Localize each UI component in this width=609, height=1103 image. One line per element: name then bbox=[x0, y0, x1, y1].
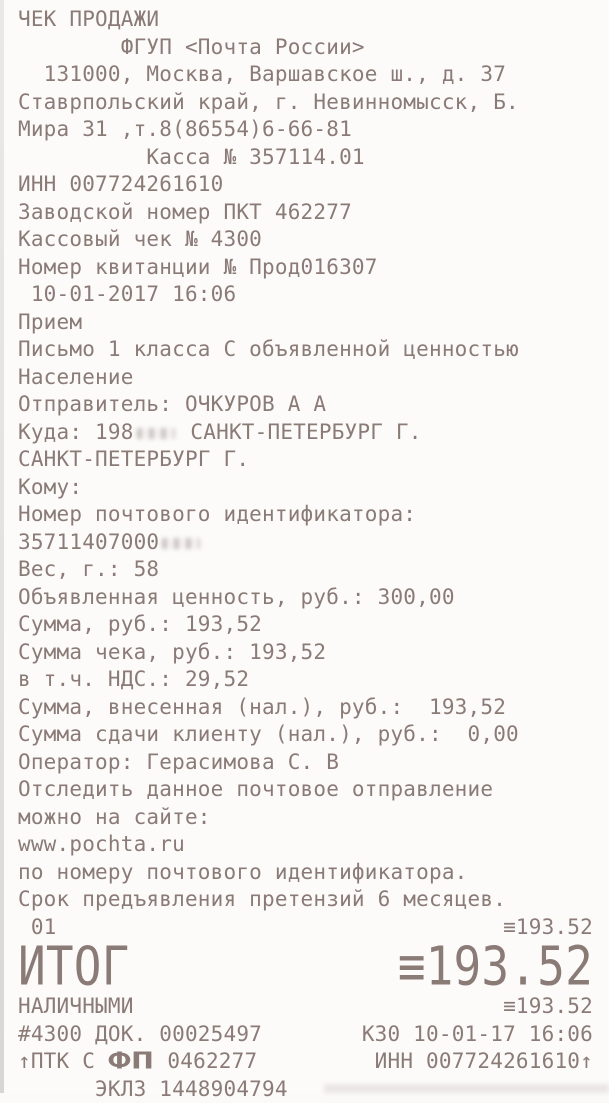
grand-total-row bbox=[18, 941, 609, 993]
operation-type: Прием bbox=[18, 309, 609, 337]
vat-line: в т.ч. НДС.: 29,52 bbox=[18, 666, 609, 694]
cash-register-number: Касса № 357114.01 bbox=[18, 144, 609, 172]
ptk-prefix: ↑ПТК С bbox=[18, 1049, 108, 1073]
tracking-info-line-2: можно на сайте: bbox=[18, 804, 609, 832]
grand-total-amount: ≡193.52 bbox=[398, 938, 593, 994]
tracking-info-line-3: по номеру почтового идентификатора. bbox=[18, 859, 609, 887]
client-category: Население bbox=[18, 364, 609, 392]
destination-city-2: САНКТ-ПЕТЕРБУРГ Г. bbox=[18, 446, 609, 474]
fiscal-memory-icon: ФП bbox=[108, 1046, 154, 1077]
destination-line bbox=[18, 419, 609, 447]
inn-footer: ИНН 007724261610↑ bbox=[375, 1048, 593, 1076]
declared-value-line: Объявленная ценность, руб.: 300,00 bbox=[18, 584, 609, 612]
receipt-paper bbox=[18, 6, 609, 1103]
redacted-postal-id-blur bbox=[162, 538, 200, 549]
destination-city: САНКТ-ПЕТЕРБУРГ Г. bbox=[178, 420, 422, 444]
sum-line: Сумма, руб.: 193,52 bbox=[18, 611, 609, 639]
document-row bbox=[18, 1021, 609, 1049]
postal-id-label: Номер почтового идентификатора: bbox=[18, 501, 609, 529]
receipt-number: Номер квитанции № Прод016307 bbox=[18, 254, 609, 282]
org-address-line-3: Мира 31 ,т.8(86554)6-66-81 bbox=[18, 116, 609, 144]
tracking-site: www.pochta.ru bbox=[18, 831, 609, 859]
receipt-title: ЧЕК ПРОДАЖИ bbox=[18, 6, 609, 34]
section-amount: ≡193.52 bbox=[503, 914, 593, 942]
postal-id-value: 35711407000 bbox=[18, 530, 159, 554]
redacted-postal-code-blur bbox=[137, 428, 175, 439]
paid-cash-line: Сумма, внесенная (нал.), руб.: 193,52 bbox=[18, 694, 609, 722]
document-number: #4300 ДОК. 00025497 bbox=[18, 1021, 262, 1049]
register-datetime: К30 10-01-17 16:06 bbox=[362, 1021, 593, 1049]
recipient-label: Кому: bbox=[18, 474, 609, 502]
operator-line: Оператор: Герасимова С. В bbox=[18, 749, 609, 777]
fiscal-row bbox=[18, 1048, 609, 1076]
service-product: Письмо 1 класса С объявленной ценностью bbox=[18, 336, 609, 364]
section-code: 01 bbox=[18, 914, 57, 942]
scan-edge-left bbox=[0, 0, 4, 1093]
organization-name: ФГУП <Почта России> bbox=[18, 34, 609, 62]
sender-line: Отправитель: ОЧКУРОВ А А bbox=[18, 391, 609, 419]
org-address-line-2: Ставрпольский край, г. Невинномысск, Б. bbox=[18, 89, 609, 117]
ptk-number: 0462277 bbox=[155, 1049, 258, 1073]
check-number: Кассовый чек № 4300 bbox=[18, 226, 609, 254]
destination-prefix: Куда: 198 bbox=[18, 420, 134, 444]
claims-period-line: Срок предъявления претензий 6 месяцев. bbox=[18, 886, 609, 914]
sum-check-line: Сумма чека, руб.: 193,52 bbox=[18, 639, 609, 667]
weight-line: Вес, г.: 58 bbox=[18, 556, 609, 584]
receipt-datetime: 10-01-2017 16:06 bbox=[18, 281, 609, 309]
change-line: Сумма сдачи клиенту (нал.), руб.: 0,00 bbox=[18, 721, 609, 749]
factory-number: Заводской номер ПКТ 462277 bbox=[18, 199, 609, 227]
grand-total-label: ИТОГ bbox=[18, 938, 130, 994]
scan-artifact-band bbox=[324, 1084, 609, 1093]
org-address-line-1: 131000, Москва, Варшавское ш., д. 37 bbox=[18, 61, 609, 89]
ptk-fiscal-left bbox=[18, 1048, 257, 1076]
postal-id-line bbox=[18, 529, 609, 557]
cash-amount: ≡193.52 bbox=[503, 993, 593, 1021]
tracking-info-line-1: Отследить данное почтовое отправление bbox=[18, 776, 609, 804]
eklz-line: ЭКЛЗ 1448904794 bbox=[18, 1076, 609, 1103]
inn-number: ИНН 007724261610 bbox=[18, 171, 609, 199]
cash-label: НАЛИЧНЫМИ bbox=[18, 993, 134, 1021]
